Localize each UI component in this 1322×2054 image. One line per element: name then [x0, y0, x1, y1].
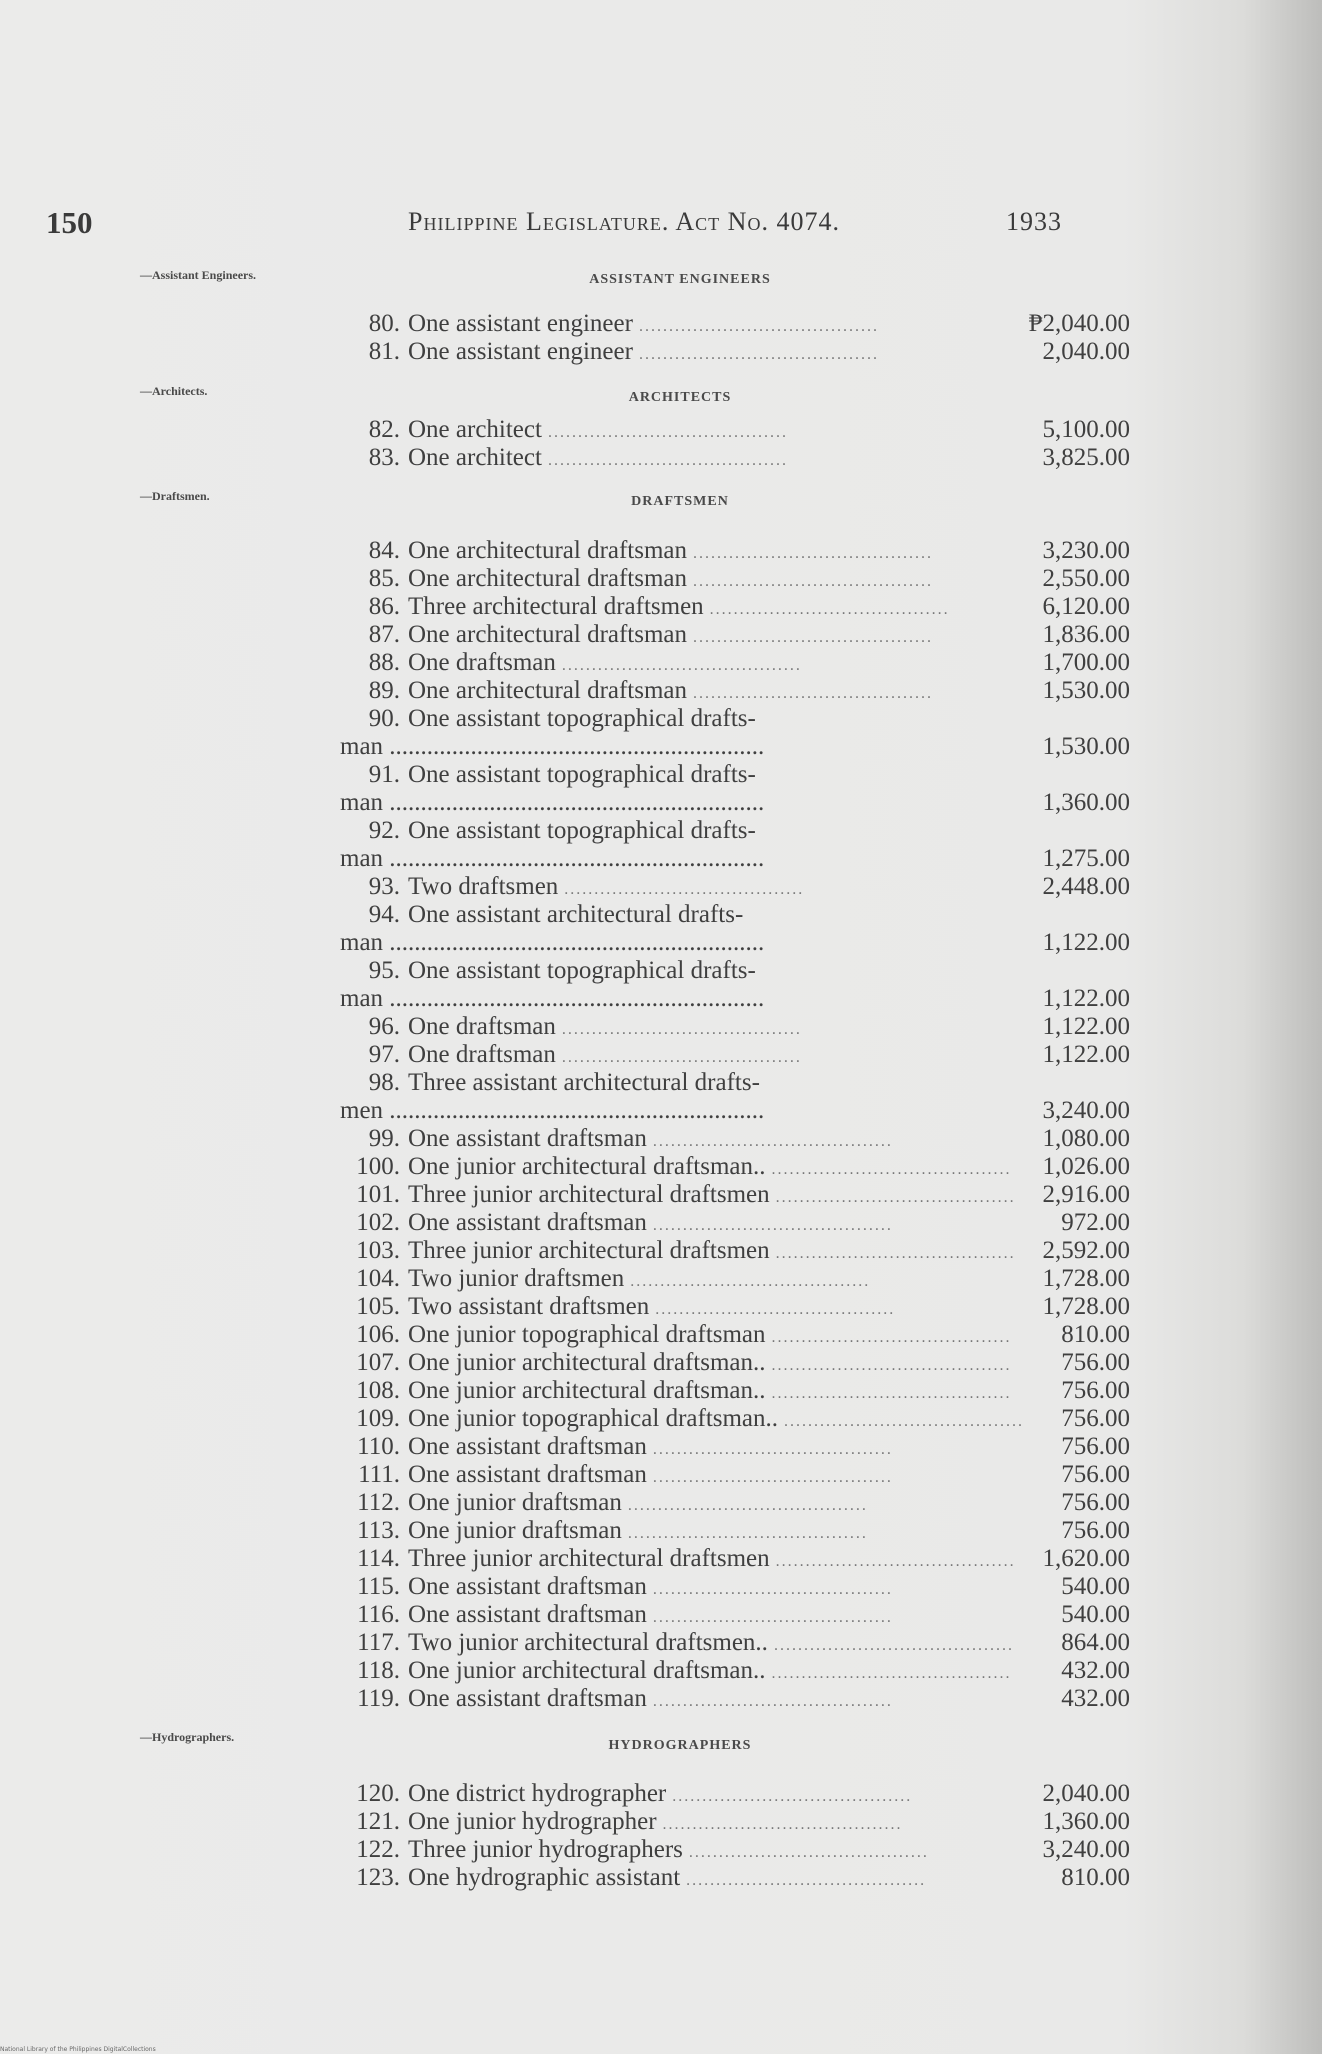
leader-dots: ........................................ [555, 1049, 802, 1066]
footer-credit: National Library of the Philippines DigitalCollections [0, 2046, 156, 2053]
item-description [340, 1545, 1016, 1573]
item-text: Three junior architectural draftsmen [408, 1237, 770, 1264]
item-amount: 756.00 [1061, 1517, 1130, 1544]
continuation-text: man [340, 845, 384, 872]
item-amount: 432.00 [1061, 1685, 1130, 1712]
list-item [340, 621, 1130, 649]
item-text: Two junior draftsmen [408, 1265, 625, 1292]
item-amount: 3,825.00 [1042, 444, 1130, 471]
item-description [340, 1780, 930, 1808]
continuation-text: man [340, 929, 384, 956]
list-item [340, 310, 1130, 338]
list-item [340, 1601, 1130, 1629]
item-number: 113. [357, 1517, 400, 1544]
item-number: 81. [368, 338, 400, 365]
leader-dots: ........................................ [769, 1553, 1016, 1570]
item-amount: 756.00 [1061, 1489, 1130, 1516]
item-text: One draftsman [408, 649, 556, 676]
leader-dots: ........................................ [649, 1301, 896, 1318]
leader-dots: ........................................ [646, 1441, 893, 1458]
item-description [340, 705, 930, 733]
item-text: Three junior architectural draftsmen [408, 1545, 770, 1572]
leader-dots: ........................................ [687, 545, 934, 562]
leader-dots: ........................................ [646, 1609, 893, 1626]
item-text: One assistant topographical drafts- [408, 957, 756, 984]
item-amount-row [340, 845, 1130, 873]
item-amount: 540.00 [1061, 1601, 1130, 1628]
item-number: 87. [368, 621, 400, 648]
list-item [340, 1209, 1130, 1237]
leader-dots: ........................................ [687, 573, 934, 590]
item-description [340, 1657, 1012, 1685]
leader-dots: ........................................ [680, 1872, 927, 1889]
item-text: One assistant draftsman [408, 1461, 647, 1488]
leader-dots: ............................................................ [383, 985, 765, 1012]
item-amount-row [340, 733, 1130, 761]
list-item [340, 565, 1130, 593]
item-number: 117. [357, 1629, 400, 1656]
item-amount: 1,026.00 [1042, 1153, 1130, 1180]
item-description [340, 1629, 1014, 1657]
leader-dots: ............................................................ [383, 929, 765, 956]
item-amount: 756.00 [1061, 1405, 1130, 1432]
item-amount: 1,080.00 [1042, 1125, 1130, 1152]
leader-dots: ........................................ [666, 1788, 913, 1805]
item-description [340, 1864, 930, 1892]
margin-note-engineers: —Assistant Engineers. [140, 268, 257, 282]
item-text: Two assistant draftsmen [408, 1293, 650, 1320]
item-text: One junior draftsman [408, 1517, 622, 1544]
leader-dots: ............................................................ [383, 733, 765, 760]
leader-dots: ........................................ [621, 1525, 868, 1542]
item-text: One architectural draftsman [408, 537, 688, 564]
item-number: 102. [356, 1209, 400, 1236]
item-amount: 3,240.00 [1042, 1836, 1130, 1863]
item-number: 122. [356, 1836, 400, 1863]
item-amount: 756.00 [1061, 1349, 1130, 1376]
item-description [340, 1405, 1025, 1433]
list-item [340, 1808, 1130, 1836]
leader-dots: ........................................ [541, 424, 788, 441]
list-item [340, 873, 1130, 901]
item-number: 92. [368, 817, 400, 844]
item-number: 105. [356, 1293, 400, 1320]
item-text: One assistant architectural drafts- [408, 901, 744, 928]
item-number: 88. [368, 649, 400, 676]
list-item [340, 1433, 1130, 1461]
item-number: 107. [356, 1349, 400, 1376]
item-text: One assistant topographical drafts- [408, 705, 756, 732]
leader-dots: ........................................ [555, 1021, 802, 1038]
item-description [340, 1517, 930, 1545]
leader-dots: ........................................ [541, 452, 788, 469]
item-description [340, 1293, 930, 1321]
continuation-text: men [340, 1097, 384, 1124]
leader-dots: ........................................ [632, 346, 879, 363]
item-amount: 1,360.00 [1042, 1808, 1130, 1835]
page-header [46, 205, 1076, 245]
item-number: 110. [357, 1433, 400, 1460]
item-text: One junior topographical draftsman.. [408, 1405, 779, 1432]
item-amount: 2,592.00 [1042, 1237, 1130, 1264]
list-item [340, 1573, 1130, 1601]
item-text: One assistant draftsman [408, 1125, 647, 1152]
list-item [340, 1461, 1130, 1489]
item-amount: 1,275.00 [1042, 845, 1130, 872]
item-number: 111. [358, 1461, 400, 1488]
list-item [340, 677, 1130, 705]
item-amount: 1,620.00 [1042, 1545, 1130, 1572]
list-item [340, 1545, 1130, 1573]
item-number: 108. [356, 1377, 400, 1404]
leader-dots: ........................................ [778, 1413, 1025, 1430]
leader-dots: ........................................ [769, 1245, 1016, 1262]
item-number: 85. [368, 565, 400, 592]
leader-dots: ........................................ [767, 1637, 1014, 1654]
item-number: 99. [368, 1125, 400, 1152]
item-amount-row [340, 985, 1130, 1013]
item-number: 116. [357, 1601, 400, 1628]
item-amount: 1,728.00 [1042, 1293, 1130, 1320]
list-item [340, 1125, 1130, 1153]
leader-dots: ............................................................ [383, 789, 765, 816]
item-text: One assistant topographical drafts- [408, 761, 756, 788]
item-description [340, 621, 934, 649]
item-number: 103. [356, 1237, 400, 1264]
leader-dots: ........................................ [687, 629, 934, 646]
margin-note-architects: —Architects. [140, 384, 208, 398]
item-text: One assistant draftsman [408, 1433, 647, 1460]
item-amount: 2,448.00 [1042, 873, 1130, 900]
item-text: One junior architectural draftsman.. [408, 1349, 766, 1376]
item-description [340, 901, 930, 929]
item-amount: 756.00 [1061, 1461, 1130, 1488]
item-text: Two draftsmen [408, 873, 559, 900]
item-description [340, 1321, 1012, 1349]
list-item [340, 649, 1130, 677]
leader-dots: ........................................ [632, 318, 879, 335]
item-description [340, 817, 930, 845]
item-text: One assistant engineer [408, 310, 633, 337]
list-item [340, 593, 1130, 621]
item-number: 97. [368, 1041, 400, 1068]
leader-dots: ........................................ [555, 657, 802, 674]
item-amount: 756.00 [1061, 1377, 1130, 1404]
margin-note-hydrographers: —Hydrographers. [140, 1730, 235, 1744]
item-number: 84. [368, 537, 400, 564]
item-description [340, 1808, 930, 1836]
list-item [340, 1237, 1130, 1265]
leader-dots: ........................................ [769, 1189, 1016, 1206]
list-item [340, 1685, 1130, 1713]
item-amount: 1,836.00 [1042, 621, 1130, 648]
item-description [340, 416, 930, 444]
item-description [340, 1601, 930, 1629]
item-description [340, 761, 930, 789]
item-amount: 1,360.00 [1042, 789, 1130, 816]
continuation-text: man [340, 985, 384, 1012]
item-amount: 3,240.00 [1042, 1097, 1130, 1124]
item-amount-row [340, 929, 1130, 957]
item-text: One assistant draftsman [408, 1601, 647, 1628]
running-title: Philippine Legislature. Act No. 4074. [408, 207, 840, 236]
item-amount: 6,120.00 [1042, 593, 1130, 620]
list-item [340, 1293, 1130, 1321]
leader-dots: ........................................ [656, 1816, 903, 1833]
leader-dots: ........................................ [646, 1217, 893, 1234]
item-amount: 2,040.00 [1042, 338, 1130, 365]
leader-dots: ........................................ [621, 1497, 868, 1514]
item-description [340, 649, 930, 677]
leader-dots: ........................................ [703, 601, 950, 618]
item-number: 100. [356, 1153, 400, 1180]
item-number: 83. [368, 444, 400, 471]
item-number: 123. [356, 1864, 400, 1891]
list-item [340, 1657, 1130, 1685]
item-number: 112. [357, 1489, 400, 1516]
item-amount: 1,122.00 [1042, 929, 1130, 956]
continuation-text: man [340, 789, 384, 816]
item-number: 80. [368, 310, 400, 337]
list-item [340, 537, 1130, 565]
list-item [340, 1265, 1130, 1293]
item-number: 86. [368, 593, 400, 620]
leader-dots: ........................................ [765, 1385, 1012, 1402]
list-item [340, 1153, 1130, 1181]
item-number: 82. [368, 416, 400, 443]
item-amount: 540.00 [1061, 1573, 1130, 1600]
leader-dots: ........................................ [765, 1161, 1012, 1178]
leader-dots: ........................................ [765, 1665, 1012, 1682]
item-description [340, 310, 930, 338]
item-text: One junior topographical draftsman [408, 1321, 766, 1348]
item-amount: 2,916.00 [1042, 1181, 1130, 1208]
item-text: One assistant draftsman [408, 1573, 647, 1600]
item-number: 106. [356, 1321, 400, 1348]
item-amount: 2,040.00 [1042, 1780, 1130, 1807]
item-amount: 3,230.00 [1042, 537, 1130, 564]
item-description [340, 1489, 930, 1517]
leader-dots: ............................................................ [383, 845, 765, 872]
leader-dots: ........................................ [646, 1581, 893, 1598]
page-number: 150 [46, 205, 93, 240]
item-description [340, 1069, 930, 1097]
item-description [340, 1573, 930, 1601]
item-text: One architectural draftsman [408, 677, 688, 704]
item-text: One junior architectural draftsman.. [408, 1377, 766, 1404]
item-amount: 972.00 [1061, 1209, 1130, 1236]
item-text: One junior architectural draftsman.. [408, 1657, 766, 1684]
item-amount: 1,122.00 [1042, 985, 1130, 1012]
item-text: One architectural draftsman [408, 565, 688, 592]
item-description [340, 565, 934, 593]
item-number: 119. [357, 1685, 400, 1712]
list-item [340, 1377, 1130, 1405]
list-item [340, 705, 1130, 733]
list-item [340, 1864, 1130, 1892]
item-description [340, 1836, 930, 1864]
section-heading-engineers: ASSISTANT ENGINEERS [589, 272, 771, 287]
item-description [340, 1461, 930, 1489]
list-item [340, 901, 1130, 929]
leader-dots: ........................................ [558, 881, 805, 898]
list-item [340, 1041, 1130, 1069]
item-amount: 1,122.00 [1042, 1041, 1130, 1068]
item-number: 120. [356, 1780, 400, 1807]
item-number: 94. [368, 901, 400, 928]
item-amount: 810.00 [1061, 1321, 1130, 1348]
list-item [340, 444, 1130, 472]
section-heading-hydrographers: HYDROGRAPHERS [608, 1738, 752, 1753]
item-number: 114. [357, 1545, 400, 1572]
item-text: One architectural draftsman [408, 621, 688, 648]
item-amount: ₱2,040.00 [1028, 310, 1130, 337]
item-number: 91. [368, 761, 400, 788]
leader-dots: ........................................ [765, 1357, 1012, 1374]
item-number: 98. [368, 1069, 400, 1096]
item-text: One hydrographic assistant [408, 1864, 681, 1891]
list-item [340, 1489, 1130, 1517]
item-description [340, 1433, 930, 1461]
list-item [340, 1181, 1130, 1209]
item-description [340, 1265, 930, 1293]
list-item [340, 338, 1130, 366]
item-text: One assistant draftsman [408, 1209, 647, 1236]
item-description [340, 1349, 1012, 1377]
item-number: 104. [356, 1265, 400, 1292]
item-amount: 864.00 [1061, 1629, 1130, 1656]
item-amount: 1,728.00 [1042, 1265, 1130, 1292]
continuation-text: man [340, 733, 384, 760]
list-item [340, 761, 1130, 789]
list-item [340, 1405, 1130, 1433]
margin-note-draftsmen: —Draftsmen. [140, 489, 210, 503]
item-description [340, 537, 934, 565]
item-description [340, 338, 930, 366]
list-item [340, 817, 1130, 845]
item-amount: 2,550.00 [1042, 565, 1130, 592]
item-text: Two junior architectural draftsmen.. [408, 1629, 768, 1656]
item-text: One assistant topographical drafts- [408, 817, 756, 844]
item-text: One architect [408, 416, 542, 443]
item-amount: 1,122.00 [1042, 1013, 1130, 1040]
item-amount: 5,100.00 [1042, 416, 1130, 443]
leader-dots: ........................................ [646, 1469, 893, 1486]
section-heading-draftsmen: DRAFTSMEN [631, 494, 729, 509]
item-amount-row [340, 789, 1130, 817]
item-text: One draftsman [408, 1013, 556, 1040]
item-description [340, 677, 934, 705]
item-number: 115. [357, 1573, 400, 1600]
list-item [340, 1517, 1130, 1545]
item-description [340, 873, 930, 901]
item-text: Three junior hydrographers [408, 1836, 683, 1863]
list-item [340, 1321, 1130, 1349]
leader-dots: ........................................ [682, 1844, 929, 1861]
running-year: 1933 [1006, 207, 1062, 236]
item-description [340, 957, 930, 985]
item-text: One architect [408, 444, 542, 471]
item-number: 101. [356, 1181, 400, 1208]
leader-dots: ........................................ [687, 685, 934, 702]
item-description [340, 1237, 1016, 1265]
item-amount: 432.00 [1061, 1657, 1130, 1684]
item-number: 109. [356, 1405, 400, 1432]
leader-dots: ........................................ [624, 1273, 871, 1290]
item-description [340, 444, 930, 472]
leader-dots: ........................................ [646, 1133, 893, 1150]
list-item [340, 1629, 1130, 1657]
item-text: One draftsman [408, 1041, 556, 1068]
list-item [340, 1013, 1130, 1041]
item-number: 96. [368, 1013, 400, 1040]
item-description [340, 1377, 1012, 1405]
item-description [340, 1153, 1012, 1181]
list-item [340, 416, 1130, 444]
item-amount: 1,530.00 [1042, 733, 1130, 760]
item-description [340, 1181, 1016, 1209]
item-description [340, 1125, 930, 1153]
list-item [340, 1836, 1130, 1864]
list-item [340, 1069, 1130, 1097]
item-text: Three architectural draftsmen [408, 593, 704, 620]
item-text: Three assistant architectural drafts- [408, 1069, 760, 1096]
item-text: One assistant engineer [408, 338, 633, 365]
item-amount: 1,700.00 [1042, 649, 1130, 676]
section-heading-architects: ARCHITECTS [628, 390, 732, 405]
item-number: 90. [368, 705, 400, 732]
item-amount-row [340, 1097, 1130, 1125]
item-description [340, 1013, 930, 1041]
item-description [340, 1685, 930, 1713]
item-amount: 810.00 [1061, 1864, 1130, 1891]
leader-dots: ........................................ [646, 1693, 893, 1710]
item-number: 95. [368, 957, 400, 984]
item-number: 89. [368, 677, 400, 704]
leader-dots: ............................................................ [383, 1097, 765, 1124]
item-number: 121. [356, 1808, 400, 1835]
item-text: Three junior architectural draftsmen [408, 1181, 770, 1208]
item-description [340, 1041, 930, 1069]
item-text: One district hydrographer [408, 1780, 667, 1807]
item-text: One assistant draftsman [408, 1685, 647, 1712]
item-text: One junior draftsman [408, 1489, 622, 1516]
leader-dots: ........................................ [765, 1329, 1012, 1346]
list-item [340, 1780, 1130, 1808]
item-number: 118. [357, 1657, 400, 1684]
list-item [340, 957, 1130, 985]
item-description [340, 593, 950, 621]
list-item [340, 1349, 1130, 1377]
item-text: One junior hydrographer [408, 1808, 657, 1835]
item-text: One junior architectural draftsman.. [408, 1153, 766, 1180]
item-number: 93. [368, 873, 400, 900]
item-amount: 1,530.00 [1042, 677, 1130, 704]
item-description [340, 1209, 930, 1237]
item-amount: 756.00 [1061, 1433, 1130, 1460]
